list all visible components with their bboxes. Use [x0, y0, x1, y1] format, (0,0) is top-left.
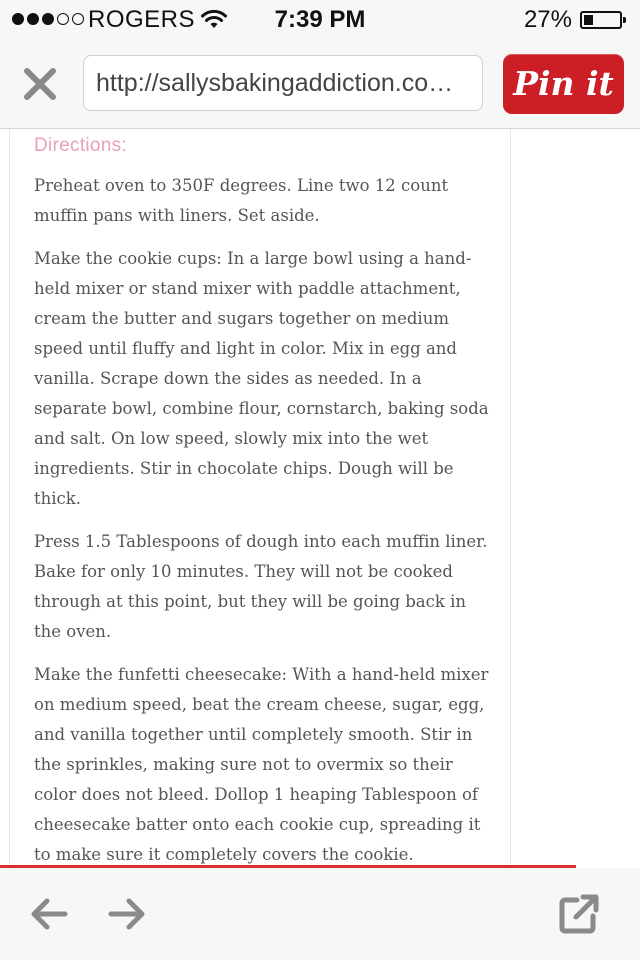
status-bar: [0, 0, 640, 40]
web-content[interactable]: [0, 129, 640, 865]
close-icon: [16, 60, 64, 108]
battery-icon: [580, 11, 622, 29]
forward-button[interactable]: [105, 892, 149, 936]
carrier-name: ROGERS: [88, 6, 196, 33]
directions-heading: Directions:: [34, 135, 128, 156]
recipe-directions: [34, 135, 494, 926]
direction-step: Press 1.5 Tablespoons of dough into each muffin liner. Bake for only 10 minutes. They will not be cooked through at this point, but they will be going back in the oven.: [34, 532, 488, 641]
forward-arrow-icon: [105, 892, 149, 936]
column-divider-right: [510, 129, 511, 865]
open-external-button[interactable]: [557, 892, 601, 936]
back-button[interactable]: [27, 892, 71, 936]
share-external-icon: [557, 892, 601, 936]
battery-percent: 27%: [523, 6, 572, 33]
direction-step: Preheat oven to 350F degrees. Line two 12 count muffin pans with liners. Set aside.: [34, 176, 449, 225]
browser-nav-bar: [0, 40, 640, 129]
close-button[interactable]: [16, 60, 64, 108]
bottom-toolbar: [0, 868, 640, 960]
pin-it-button[interactable]: Pin it: [503, 54, 624, 114]
battery-level-fill: [584, 15, 593, 25]
url-field[interactable]: http://sallysbakingaddiction.co…: [83, 55, 483, 111]
status-clock: 7:39 PM: [274, 6, 366, 33]
back-arrow-icon: [27, 892, 71, 936]
column-divider-left: [9, 129, 10, 865]
direction-step: Make the funfetti cheesecake: With a hand-held mixer on medium speed, beat the cream cheese, sugar, egg, and vanilla together until completely smooth. Stir in the sprinkles, making sure not to overmix so their color does not bleed. Dollop 1 heaping Tablespoon of cheesecake batter onto each cookie cup, spreading it to make sure it completely covers the cookie.: [34, 665, 489, 864]
direction-step: Make the cookie cups: In a large bowl using a hand-held mixer or stand mixer with paddle attachment, cream the butter and sugars together on medium speed until fluffy and light in color. Mix in egg and vanilla. Scrape down the sides as needed. In a separate bowl, combine flour, cornstarch, baking soda and salt. On low speed, slowly mix into the wet ingredients. Stir in chocolate chips. Dough will be thick.: [34, 249, 489, 508]
